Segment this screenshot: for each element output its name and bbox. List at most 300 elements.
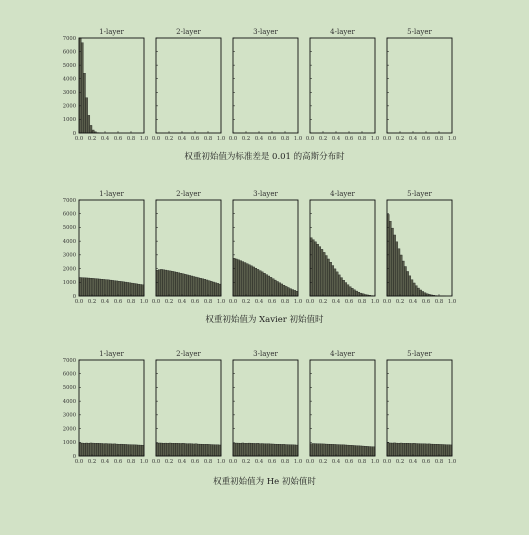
histogram-bar xyxy=(197,278,199,296)
histogram-bar xyxy=(250,443,252,456)
histogram-bar xyxy=(413,283,415,296)
histogram-bar xyxy=(332,444,334,456)
histogram-bar xyxy=(371,447,373,456)
histogram-bar xyxy=(362,446,364,456)
histogram-bar xyxy=(92,278,94,296)
subplot-title: 1-layer xyxy=(99,190,124,198)
histogram-bar xyxy=(426,444,428,456)
histogram-bar xyxy=(191,444,193,456)
histogram-bar xyxy=(246,264,248,296)
histogram-bar xyxy=(279,283,281,296)
histogram-bar xyxy=(270,277,272,296)
histogram-bar xyxy=(400,255,402,296)
histogram-bar xyxy=(125,444,127,456)
y-tick-label: 6000 xyxy=(62,49,76,56)
x-tick-label: 0.8 xyxy=(280,459,290,465)
histogram-bar xyxy=(112,280,114,296)
histogram-bar xyxy=(319,444,321,456)
histogram-bar xyxy=(338,275,340,296)
histogram-bar xyxy=(353,290,355,296)
histogram-bar xyxy=(338,445,340,456)
x-tick-label: 0.0 xyxy=(151,136,161,142)
histogram-bar xyxy=(430,444,432,456)
histogram-bar xyxy=(240,443,242,456)
subplot-title: 1-layer xyxy=(99,28,124,36)
histogram-bar xyxy=(274,280,276,296)
histogram-bar xyxy=(415,286,417,296)
x-tick-label: 1.0 xyxy=(293,299,303,305)
subplot-title: 5-layer xyxy=(407,28,432,36)
x-tick-label: 0.2 xyxy=(87,136,97,142)
x-tick-label: 1.0 xyxy=(293,136,303,142)
histogram-bar xyxy=(261,444,263,456)
histogram-bar xyxy=(343,280,345,296)
x-tick-label: 0.8 xyxy=(357,136,367,142)
x-tick-label: 0.4 xyxy=(177,136,187,142)
histogram-bar xyxy=(125,282,127,296)
histogram-bar xyxy=(270,444,272,456)
x-tick-label: 0.0 xyxy=(382,459,392,465)
histogram-bar xyxy=(215,283,217,296)
histogram-bar xyxy=(396,443,398,456)
x-tick-label: 0.2 xyxy=(241,459,251,465)
histogram-bar xyxy=(248,443,250,456)
histogram-bar xyxy=(259,444,261,456)
x-tick-label: 0.4 xyxy=(177,299,187,305)
histogram-bar xyxy=(178,273,180,296)
histogram-bar xyxy=(158,270,160,296)
histogram-bar xyxy=(235,259,237,296)
x-tick-label: 0.6 xyxy=(421,299,431,305)
histogram-bar xyxy=(396,242,398,296)
histogram-bar xyxy=(272,279,274,296)
histogram-bar xyxy=(448,445,450,456)
histogram-bar xyxy=(325,444,327,456)
histogram-bar xyxy=(340,445,342,456)
histogram-bar xyxy=(246,443,248,456)
histogram-bar xyxy=(186,275,188,296)
x-tick-label: 0.4 xyxy=(254,299,264,305)
histogram-bar xyxy=(118,281,120,296)
histogram-bar xyxy=(360,446,362,456)
histogram-bar xyxy=(319,247,321,296)
x-tick-label: 1.0 xyxy=(370,136,380,142)
histogram-bar xyxy=(279,444,281,456)
x-tick-label: 0.2 xyxy=(241,299,251,305)
y-tick-label: 2000 xyxy=(62,426,76,433)
histogram-bar xyxy=(242,443,244,456)
x-tick-label: 0.0 xyxy=(305,459,315,465)
histogram-bar xyxy=(92,443,94,456)
histogram-bar xyxy=(184,444,186,456)
histogram-bar xyxy=(358,446,360,456)
histogram-bar xyxy=(129,283,131,296)
histogram-bar xyxy=(138,284,140,296)
histogram-bar xyxy=(343,445,345,456)
histogram-bar xyxy=(312,444,314,456)
histogram-bar xyxy=(94,443,96,456)
histogram-bar xyxy=(283,285,285,296)
histogram-bar xyxy=(443,445,445,456)
histogram-bar xyxy=(215,445,217,456)
x-tick-label: 0.6 xyxy=(267,299,277,305)
x-tick-label: 0.6 xyxy=(421,136,431,142)
subplot-frame xyxy=(387,38,452,133)
histogram-bar xyxy=(391,228,393,296)
histogram-bar xyxy=(263,273,265,296)
subplot-frame xyxy=(156,360,221,456)
histogram-bar xyxy=(131,445,133,456)
subplot-title: 1-layer xyxy=(99,350,124,358)
x-tick-label: 1.0 xyxy=(293,459,303,465)
histogram-bar xyxy=(171,271,173,296)
y-tick-label: 0 xyxy=(72,453,76,460)
histogram-bar xyxy=(103,444,105,456)
histogram-bar xyxy=(276,281,278,296)
x-tick-label: 0.8 xyxy=(203,299,213,305)
histogram-bar xyxy=(189,275,191,296)
histogram-bar xyxy=(332,266,334,296)
histogram-bar xyxy=(171,443,173,456)
histogram-bar xyxy=(184,274,186,296)
histogram-bar xyxy=(199,444,201,456)
x-tick-label: 0.4 xyxy=(177,459,187,465)
histogram-bar xyxy=(428,444,430,456)
histogram-bar xyxy=(240,261,242,296)
histogram-bar xyxy=(257,443,259,456)
y-tick-label: 7000 xyxy=(62,197,76,204)
histogram-bar xyxy=(259,271,261,296)
histogram-bar xyxy=(276,444,278,456)
x-tick-label: 0.2 xyxy=(241,136,251,142)
y-tick-label: 1000 xyxy=(62,440,76,447)
subplot-frame xyxy=(387,360,452,456)
subplot-frame xyxy=(310,38,375,133)
histogram-bar xyxy=(289,445,291,456)
x-tick-label: 0.0 xyxy=(382,299,392,305)
histogram-bar xyxy=(435,444,437,456)
x-tick-label: 1.0 xyxy=(370,299,380,305)
subplot-title: 4-layer xyxy=(330,190,355,198)
histogram-bar xyxy=(197,444,199,456)
x-tick-label: 0.2 xyxy=(164,136,174,142)
histogram-bar xyxy=(441,444,443,456)
histogram-bar xyxy=(323,252,325,296)
histogram-bar xyxy=(285,286,287,296)
x-tick-label: 0.2 xyxy=(395,136,405,142)
histogram-bar xyxy=(424,444,426,456)
histogram-bar xyxy=(90,278,92,296)
histogram-bar xyxy=(116,281,118,296)
histogram-bar xyxy=(389,443,391,456)
histogram-bar xyxy=(101,279,103,296)
x-tick-label: 0.4 xyxy=(331,299,341,305)
x-tick-label: 0.8 xyxy=(434,299,444,305)
histogram-bar xyxy=(186,444,188,456)
x-tick-label: 1.0 xyxy=(139,459,149,465)
x-tick-label: 0.6 xyxy=(344,459,354,465)
x-tick-label: 0.8 xyxy=(126,459,136,465)
histogram-bar xyxy=(409,443,411,456)
histogram-bar xyxy=(109,280,111,296)
x-tick-label: 1.0 xyxy=(139,299,149,305)
row-caption: 权重初始值为标准差是 0.01 的高斯分布时 xyxy=(184,152,345,162)
histogram-bar xyxy=(285,445,287,456)
histogram-bar xyxy=(176,443,178,456)
histogram-bar xyxy=(424,293,426,296)
histogram-bar xyxy=(289,289,291,296)
histogram-bar xyxy=(83,73,85,133)
histogram-bar xyxy=(334,269,336,296)
x-tick-label: 0.0 xyxy=(305,299,315,305)
histogram-bar xyxy=(210,281,212,296)
histogram-bar xyxy=(437,444,439,456)
histogram-bar xyxy=(345,283,347,296)
histogram-bar xyxy=(336,445,338,456)
histogram-bar xyxy=(167,270,169,296)
histogram-bar xyxy=(439,444,441,456)
y-tick-label: 5000 xyxy=(62,62,76,69)
histogram-bar xyxy=(105,280,107,296)
histogram-bar xyxy=(86,278,88,296)
x-tick-label: 0.4 xyxy=(408,459,418,465)
histogram-bar xyxy=(88,115,90,133)
x-tick-label: 0.6 xyxy=(267,136,277,142)
x-tick-label: 0.6 xyxy=(190,299,200,305)
histogram-bar xyxy=(330,444,332,456)
histogram-bar xyxy=(83,278,85,296)
subplot-title: 5-layer xyxy=(407,350,432,358)
histogram-bar xyxy=(402,443,404,456)
histogram-bar xyxy=(248,265,250,296)
histogram-bar xyxy=(217,283,219,296)
histogram-bar xyxy=(86,443,88,456)
histogram-bar xyxy=(212,282,214,296)
histogram-bar xyxy=(204,279,206,296)
histogram-bar xyxy=(244,443,246,456)
histogram-bar xyxy=(353,446,355,456)
histogram-bar xyxy=(193,277,195,296)
histogram-bar xyxy=(169,443,171,456)
histogram-bar xyxy=(287,445,289,456)
histogram-bar xyxy=(411,280,413,296)
histogram-bar xyxy=(268,444,270,456)
y-tick-label: 2000 xyxy=(62,266,76,273)
y-tick-label: 5000 xyxy=(62,225,76,232)
histogram-bar xyxy=(114,281,116,296)
histogram-bar xyxy=(250,266,252,296)
histogram-bar xyxy=(274,444,276,456)
x-tick-label: 0.4 xyxy=(254,136,264,142)
histogram-bar xyxy=(235,443,237,456)
histogram-bar xyxy=(96,443,98,456)
y-tick-label: 4000 xyxy=(62,238,76,245)
histogram-bar xyxy=(133,445,135,456)
x-tick-label: 0.2 xyxy=(164,299,174,305)
x-tick-label: 0.2 xyxy=(318,459,328,465)
histogram-bar xyxy=(158,443,160,456)
histogram-bar xyxy=(407,271,409,296)
histogram-bar xyxy=(268,276,270,296)
x-tick-label: 0.4 xyxy=(100,459,110,465)
histogram-bar xyxy=(208,444,210,456)
y-tick-label: 5000 xyxy=(62,385,76,392)
histogram-bar xyxy=(163,270,165,296)
x-tick-label: 0.6 xyxy=(190,459,200,465)
histogram-bar xyxy=(317,444,319,456)
histogram-bar xyxy=(415,444,417,456)
histogram-bar xyxy=(193,444,195,456)
histogram-bar xyxy=(206,280,208,296)
histogram-bar xyxy=(212,445,214,456)
histogram-bar xyxy=(334,444,336,456)
histogram-bar xyxy=(242,262,244,296)
histogram-bar xyxy=(257,269,259,296)
subplot-frame xyxy=(233,360,298,456)
histogram-bar xyxy=(131,283,133,296)
histogram-bar xyxy=(204,444,206,456)
y-tick-label: 1000 xyxy=(62,280,76,287)
histogram-bar xyxy=(420,290,422,296)
histogram-bar xyxy=(206,444,208,456)
x-tick-label: 0.0 xyxy=(74,459,84,465)
histogram-bar xyxy=(327,259,329,296)
y-tick-label: 1000 xyxy=(62,117,76,124)
histogram-bar xyxy=(281,444,283,456)
x-tick-label: 0.6 xyxy=(113,136,123,142)
histogram-bar xyxy=(446,445,448,456)
y-tick-label: 0 xyxy=(72,293,76,300)
histogram-bar xyxy=(347,445,349,456)
subplot-title: 4-layer xyxy=(330,350,355,358)
histogram-bar xyxy=(347,285,349,296)
histogram-bar xyxy=(266,275,268,296)
x-tick-label: 0.0 xyxy=(74,136,84,142)
histogram-bar xyxy=(122,444,124,456)
histogram-bar xyxy=(369,447,371,456)
histogram-bar xyxy=(178,443,180,456)
x-tick-label: 0.4 xyxy=(100,136,110,142)
histogram-bar xyxy=(253,443,255,456)
histogram-bar xyxy=(237,260,239,296)
x-tick-label: 0.4 xyxy=(100,299,110,305)
histogram-bar xyxy=(330,262,332,296)
histogram-bar xyxy=(140,284,142,296)
x-tick-label: 0.0 xyxy=(151,459,161,465)
histogram-bar xyxy=(122,282,124,296)
histogram-bar xyxy=(323,444,325,456)
histogram-bar xyxy=(114,444,116,456)
histogram-bar xyxy=(255,443,257,456)
histogram-bar xyxy=(358,292,360,296)
histogram-bar xyxy=(417,288,419,296)
histogram-bar xyxy=(325,256,327,296)
x-tick-label: 1.0 xyxy=(216,459,226,465)
histogram-bar xyxy=(163,443,165,456)
x-tick-label: 0.8 xyxy=(357,299,367,305)
y-tick-label: 4000 xyxy=(62,76,76,83)
y-tick-label: 4000 xyxy=(62,398,76,405)
subplot-frame xyxy=(156,38,221,133)
x-tick-label: 0.2 xyxy=(87,299,97,305)
histogram-bar xyxy=(173,443,175,456)
histogram-bar xyxy=(180,273,182,296)
histogram-bar xyxy=(366,446,368,456)
histogram-bar xyxy=(199,278,201,296)
histogram-bar xyxy=(202,279,204,296)
histogram-bar xyxy=(167,443,169,456)
histogram-bar xyxy=(208,281,210,296)
histogram-bar xyxy=(133,283,135,296)
histogram-bar xyxy=(321,444,323,456)
histogram-bar xyxy=(94,279,96,296)
histogram-bar xyxy=(263,444,265,456)
histogram-bar xyxy=(420,444,422,456)
histogram-bar xyxy=(351,445,353,456)
x-tick-label: 1.0 xyxy=(447,459,457,465)
histogram-bar xyxy=(135,445,137,456)
x-tick-label: 0.4 xyxy=(408,299,418,305)
histogram-bar xyxy=(180,443,182,456)
x-tick-label: 0.0 xyxy=(151,299,161,305)
x-tick-label: 0.8 xyxy=(126,299,136,305)
x-tick-label: 0.6 xyxy=(113,459,123,465)
histogram-bar xyxy=(356,291,358,296)
histogram-bar xyxy=(321,249,323,296)
y-tick-label: 3000 xyxy=(62,252,76,259)
x-tick-label: 0.4 xyxy=(408,136,418,142)
histogram-bar xyxy=(433,444,435,456)
histogram-bar xyxy=(422,444,424,456)
x-tick-label: 0.2 xyxy=(318,299,328,305)
histogram-bar xyxy=(182,274,184,296)
x-tick-label: 1.0 xyxy=(447,299,457,305)
subplot-frame xyxy=(233,38,298,133)
histogram-bar xyxy=(189,444,191,456)
x-tick-label: 0.2 xyxy=(87,459,97,465)
subplot-frame xyxy=(79,360,144,456)
histogram-bar xyxy=(389,221,391,296)
histogram-bar xyxy=(107,280,109,296)
subplot-title: 3-layer xyxy=(253,350,278,358)
x-tick-label: 0.4 xyxy=(331,136,341,142)
histogram-bar xyxy=(127,445,129,456)
histogram-bar xyxy=(176,272,178,296)
x-tick-label: 0.8 xyxy=(434,136,444,142)
histogram-bar xyxy=(294,290,296,296)
x-tick-label: 0.8 xyxy=(357,459,367,465)
histogram-bar xyxy=(138,445,140,456)
x-tick-label: 1.0 xyxy=(139,136,149,142)
y-tick-label: 2000 xyxy=(62,103,76,110)
subplot-frame xyxy=(310,360,375,456)
x-tick-label: 0.2 xyxy=(164,459,174,465)
x-tick-label: 0.0 xyxy=(228,459,238,465)
y-tick-label: 7000 xyxy=(62,357,76,364)
histogram-bar xyxy=(292,445,294,456)
histogram-bar xyxy=(169,271,171,296)
x-tick-label: 0.6 xyxy=(190,136,200,142)
histogram-bar xyxy=(345,445,347,456)
histogram-bar xyxy=(118,444,120,456)
histogram-bar xyxy=(160,443,162,456)
histogram-bar xyxy=(255,268,257,296)
histogram-bar xyxy=(116,444,118,456)
histogram-bar xyxy=(244,263,246,296)
x-tick-label: 0.2 xyxy=(395,299,405,305)
y-tick-label: 6000 xyxy=(62,211,76,218)
subplot-title: 2-layer xyxy=(176,190,201,198)
